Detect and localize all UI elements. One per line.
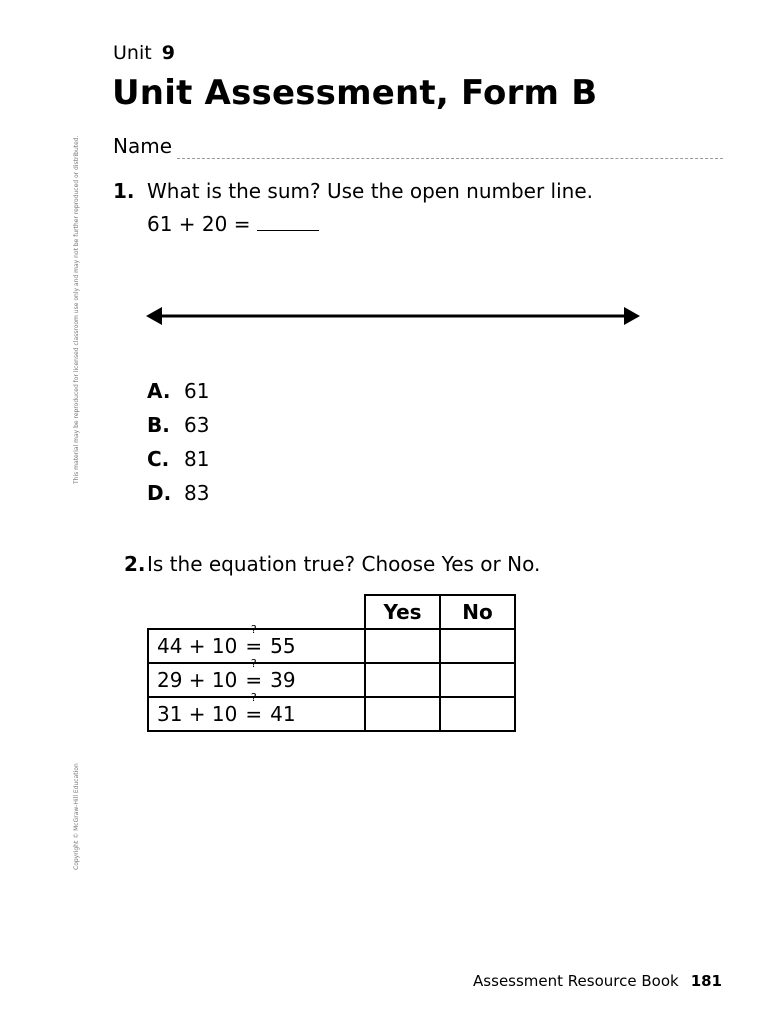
questioned-equals <box>244 623 264 658</box>
choice-a[interactable] <box>147 379 209 403</box>
equation-right: 39 <box>270 668 296 692</box>
question-mark: ? <box>250 623 257 636</box>
choice-b[interactable] <box>147 413 209 437</box>
right-arrow-icon <box>624 307 640 325</box>
choice-letter: B. <box>147 413 170 437</box>
equation-right: 55 <box>270 634 296 658</box>
choice-value: 63 <box>184 413 210 437</box>
yes-cell[interactable] <box>365 629 440 663</box>
footer <box>473 972 722 990</box>
name-field-line[interactable] <box>177 158 723 159</box>
page-title: Unit Assessment, Form B <box>112 73 598 113</box>
name-label: Name <box>113 134 173 158</box>
choice-value: 81 <box>184 447 210 471</box>
choice-c[interactable] <box>147 447 209 471</box>
no-cell[interactable] <box>440 629 515 663</box>
yes-cell[interactable] <box>365 663 440 697</box>
question-mark: ? <box>250 657 257 670</box>
yes-cell[interactable] <box>365 697 440 731</box>
choice-letter: A. <box>147 379 171 403</box>
questioned-equals <box>244 657 264 692</box>
no-cell[interactable] <box>440 697 515 731</box>
answer-blank[interactable] <box>257 212 319 231</box>
page-number: 181 <box>690 972 722 990</box>
copyright-notice: Copyright © McGraw-Hill Education <box>73 763 80 870</box>
equation-right: 41 <box>270 702 296 726</box>
equation-text: 61 + 20 = <box>147 212 251 236</box>
table-header-no: No <box>440 595 515 629</box>
choice-letter: C. <box>147 447 170 471</box>
equals-sign: = <box>245 702 263 726</box>
table-row <box>148 697 515 731</box>
question-1-text: What is the sum? Use the open number line. <box>147 179 594 203</box>
choice-value: 61 <box>184 379 210 403</box>
no-cell[interactable] <box>440 663 515 697</box>
unit-number: 9 <box>161 42 175 64</box>
question-mark: ? <box>250 691 257 704</box>
unit-line <box>113 42 175 64</box>
table-row <box>148 629 515 663</box>
equation-left: 44 + 10 <box>157 634 238 658</box>
name-row <box>113 134 723 162</box>
reproduction-notice: This material may be reproduced for licensed classroom use only and may not be further reproduced or distributed. <box>73 135 80 484</box>
table-header-yes: Yes <box>365 595 440 629</box>
question-1-equation <box>147 212 319 236</box>
equation-table <box>147 594 516 732</box>
equation-left: 29 + 10 <box>157 668 238 692</box>
choice-value: 83 <box>184 481 210 505</box>
choice-d[interactable] <box>147 481 209 505</box>
question-2-text: Is the equation true? Choose Yes or No. <box>147 552 541 576</box>
unit-label: Unit <box>113 42 152 64</box>
question-2-number: 2. <box>124 552 146 576</box>
questioned-equals <box>244 691 264 726</box>
choice-letter: D. <box>147 481 172 505</box>
question-1-number: 1. <box>113 179 135 203</box>
book-title: Assessment Resource Book <box>473 972 679 990</box>
equation-left: 31 + 10 <box>157 702 238 726</box>
equation-cell <box>148 691 365 731</box>
left-arrow-icon <box>146 307 162 325</box>
equals-sign: = <box>245 668 263 692</box>
equals-sign: = <box>245 634 263 658</box>
table-row <box>148 663 515 697</box>
open-number-line[interactable] <box>140 300 650 332</box>
